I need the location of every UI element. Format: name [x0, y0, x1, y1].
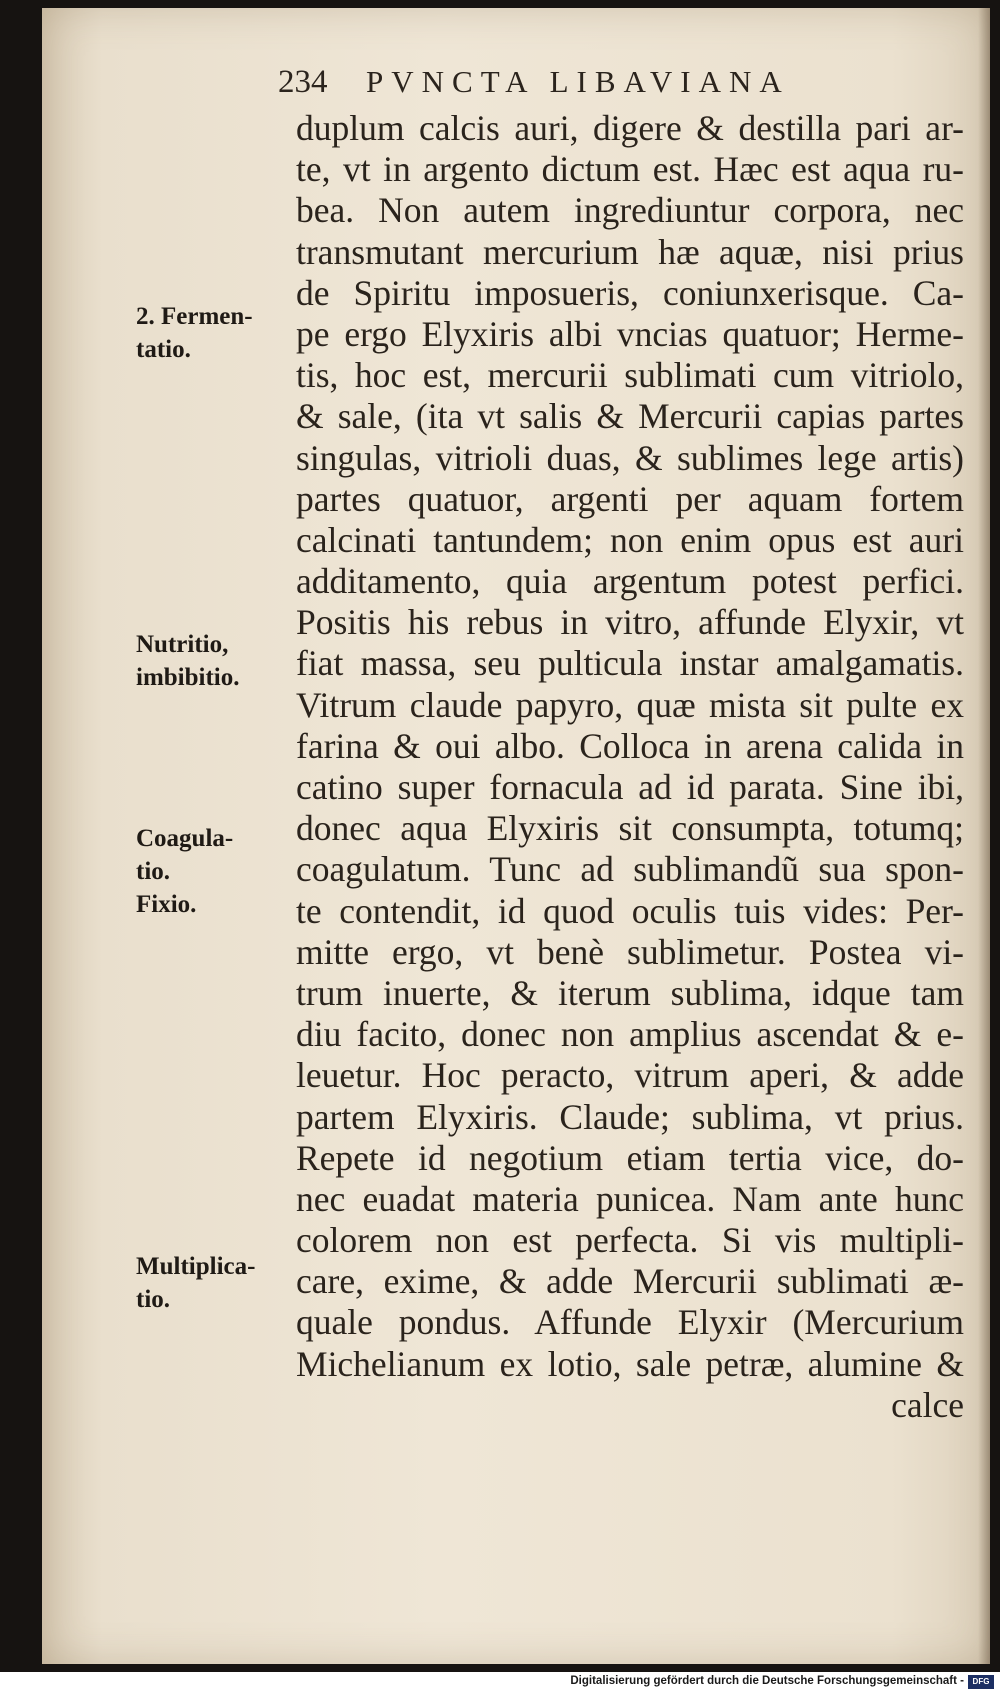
text-line: catino super fornacula ad id parata. Sine ibi,: [296, 767, 964, 807]
text-line: Positis his rebus in vitro, affunde Elyxir, vt: [296, 602, 964, 643]
text-line: duplum calcis auri, digere & destilla pari ar-: [296, 108, 964, 148]
margin-note-coagulatio: Coagula- tio. Fixio.: [136, 825, 234, 918]
dfg-logo: DFG: [968, 1675, 994, 1689]
footer-credit: Digitalisierung gefördert durch die Deutsche Forschungsgemeinschaft -: [570, 1675, 964, 1687]
text-line: transmutant mercurium hæ aquæ, nisi prius: [296, 231, 964, 272]
text-line: farina & oui albo. Colloca in arena calida in: [296, 725, 964, 766]
text-line: bea. Non autem ingrediuntur corpora, nec: [296, 190, 964, 231]
text-line: partem Elyxiris. Claude; sublima, vt prius.: [296, 1096, 964, 1137]
body-text: [296, 108, 964, 1426]
running-head: [278, 64, 908, 110]
text-line: & sale, (ita vt salis & Mercurii capias partes: [296, 396, 964, 437]
text-line: partes quatuor, argenti per aquam fortem: [296, 478, 964, 519]
margin-note-multiplicatio: Multiplica- tio.: [136, 1253, 256, 1313]
text-line: donec aqua Elyxiris sit consumpta, totumq;: [296, 808, 964, 849]
text-line: colorem non est perfecta. Si vis multipli-: [296, 1220, 964, 1261]
text-line: coagulatum. Tunc ad sublimandũ sua spon-: [296, 849, 964, 890]
text-line: singulas, vitrioli duas, & sublimes lege artis): [296, 437, 964, 478]
margin-note-fermentatio: 2. Fermen- tatio.: [136, 303, 253, 363]
text-line: calcinati tantundem; non enim opus est auri: [296, 519, 964, 560]
text-line: te, vt in argento dictum est. Hæc est aqua ru-: [296, 149, 964, 190]
text-line: quale pondus. Affunde Elyxir (Mercurium: [296, 1302, 964, 1343]
text-line: nec euadat materia punicea. Nam ante hunc: [296, 1178, 964, 1219]
text-line: trum inuerte, & iterum sublima, idque tam: [296, 972, 964, 1013]
text-line: care, exime, & adde Mercurii sublimati æ-: [296, 1261, 964, 1302]
text-line: tis, hoc est, mercurii sublimati cum vitriolo,: [296, 355, 964, 396]
text-line: calce: [891, 1384, 964, 1425]
margin-note-nutritio: Nutritio, imbibitio.: [136, 631, 240, 691]
text-line: mitte ergo, vt benè sublimetur. Postea vi-: [296, 931, 964, 972]
text-line: te contendit, id quod oculis tuis vides: Per-: [296, 890, 964, 931]
text-line: de Spiritu imposueris, coniunxerisque. Ca-: [296, 272, 964, 313]
page-edge-shadow: [978, 8, 990, 1664]
text-line: diu facito, donec non amplius ascendat & e-: [296, 1014, 964, 1055]
text-line: leuetur. Hoc peracto, vitrum aperi, & adde: [296, 1055, 964, 1096]
text-line: fiat massa, seu pulticula instar amalgamatis.: [296, 643, 964, 684]
text-line: Repete id negotium etiam tertia vice, do-: [296, 1137, 964, 1178]
text-line: Michelianum ex lotio, sale petræ, alumine &: [296, 1343, 964, 1384]
text-line: additamento, quia argentum potest perfici.: [296, 561, 964, 602]
footer-bar: [0, 1672, 1000, 1695]
running-title: PVNCTA LIBAVIANA: [366, 64, 790, 99]
text-line: pe ergo Elyxiris albi vncias quatuor; Herme-: [296, 313, 964, 354]
text-line: Vitrum claude papyro, quæ mista sit pulte ex: [296, 684, 964, 725]
page-number: 234: [278, 64, 328, 100]
